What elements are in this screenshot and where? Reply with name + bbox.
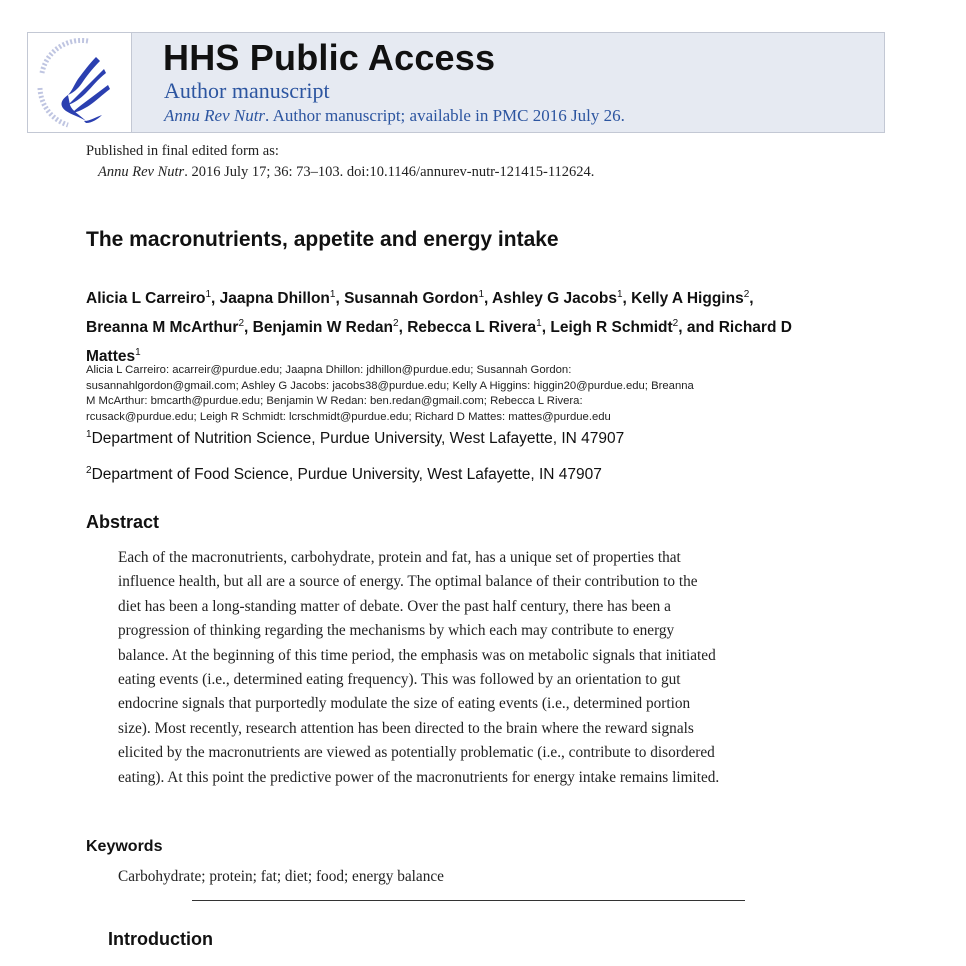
citation <box>86 162 594 183</box>
publication-info <box>86 141 594 183</box>
abstract-line: elicited by the macronutrients are viewed as potentially problematic (i.e., contribute to disordered <box>118 744 715 762</box>
abstract-line: balance. At the beginning of this time period, the emphasis was on metabolic signals that initiated <box>118 646 716 664</box>
author: Ashley G Jacobs <box>492 290 617 308</box>
banner-journal: Annu Rev Nutr <box>164 106 266 125</box>
citation-text: . 2016 July 17; 36: 73–103. doi:10.1146/annurev-nutr-121415-112624. <box>184 164 595 180</box>
author-and: and <box>686 319 719 337</box>
keywords-text: Carbohydrate; protein; fat; diet; food; energy balance <box>118 868 444 885</box>
author-affil-marker: 1 <box>205 289 212 300</box>
author-separator: , <box>678 319 687 337</box>
author-affil-marker: 2 <box>238 318 244 330</box>
author-separator: , <box>335 290 345 308</box>
abstract-heading: Abstract <box>86 512 160 532</box>
affiliation-1 <box>86 429 624 448</box>
author-emails <box>86 363 866 425</box>
author: Kelly A Higgins <box>631 290 744 308</box>
author: Benjamin W Redan <box>252 319 394 337</box>
abstract-line: size). Most recently, research attention has been directed to the brain where the reward signals <box>118 719 694 737</box>
author-affil-marker: 1 <box>616 289 623 300</box>
author: Rebecca L Rivera <box>407 319 537 337</box>
affiliation-text: Department of Food Science, Purdue University, West Lafayette, IN 47907 <box>91 466 602 484</box>
citation-journal: Annu Rev Nutr <box>98 164 185 180</box>
introduction-heading: Introduction <box>108 929 213 949</box>
abstract-line: endocrine signals that purportedly modulate the size of eating events (i.e., determined portion <box>118 695 691 713</box>
author: Richard D Mattes <box>86 319 792 366</box>
author: Alicia L Carreiro <box>86 290 206 308</box>
banner-availability-text: . Author manuscript; available in PMC 2016 July 26. <box>265 106 625 125</box>
affiliation-number: 2 <box>86 465 92 476</box>
abstract-line: progression of thinking regarding the mechanisms by which each may contribute to energy <box>118 622 675 640</box>
email-line: M McArthur: bmcarth@purdue.edu; Benjamin W Redan: ben.redan@gmail.com; Rebecca L Rivera: <box>86 395 583 407</box>
author-affil-marker: 1 <box>135 347 141 359</box>
author-affil-marker: 1 <box>478 289 484 300</box>
author-separator: , <box>622 290 632 308</box>
abstract-line: eating events (i.e., determined eating frequency). This was followed by an orientation to gut <box>118 671 681 689</box>
abstract-line: Each of the macronutrients, carbohydrate, protein and fat, has a unique set of properties that <box>118 549 681 566</box>
abstract-line: diet has been a long-standing matter of debate. Over the past half century, there has been a <box>118 597 671 615</box>
author-separator: , <box>244 319 253 337</box>
section-divider <box>192 900 745 901</box>
hhs-banner <box>27 32 885 133</box>
author-affil-marker: 2 <box>393 318 399 330</box>
affiliation-number: 1 <box>86 429 92 440</box>
author: Jaapna Dhillon <box>219 290 330 308</box>
hhs-eagle-seal-icon <box>28 33 131 132</box>
author: Susannah Gordon <box>344 290 479 308</box>
author-separator: , <box>211 290 220 308</box>
paper-title: The macronutrients, appetite and energy intake <box>86 228 559 251</box>
author-separator: , <box>398 319 408 337</box>
banner-title: HHS Public Access <box>163 37 496 78</box>
author-separator: , <box>749 290 754 308</box>
author-affil-marker: 2 <box>743 289 750 300</box>
author-list <box>86 282 806 369</box>
author-affil-marker: 1 <box>329 289 336 300</box>
affiliation-2 <box>86 465 602 484</box>
keywords-heading: Keywords <box>86 838 163 855</box>
abstract-body <box>118 546 830 790</box>
author: Leigh R Schmidt <box>550 319 673 337</box>
affiliation-text: Department of Nutrition Science, Purdue University, West Lafayette, IN 47907 <box>91 430 625 448</box>
author: Breanna M McArthur <box>86 319 239 337</box>
author-separator: , <box>541 319 551 337</box>
banner-availability <box>164 106 625 126</box>
email-line: susannahlgordon@gmail.com; Ashley G Jacobs: jacobs38@purdue.edu; Kelly A Higgins: higgin20@purdue.edu; Breanna <box>86 379 694 392</box>
email-line: Alicia L Carreiro: acarreir@purdue.edu; Jaapna Dhillon: jdhillon@purdue.edu; Susannah Gordon: <box>86 364 572 376</box>
abstract-line: eating). At this point the predictive power of the macronutrients for energy intake remains limited. <box>118 768 720 786</box>
author-separator: , <box>484 290 493 308</box>
abstract-line: influence health, but all are a source of energy. The optimal balance of their contribution to the <box>118 573 698 591</box>
published-label: Published in final edited form as: <box>86 143 279 159</box>
hhs-logo <box>28 33 132 132</box>
author-affil-marker: 2 <box>672 318 679 330</box>
banner-subtitle: Author manuscript <box>164 78 330 103</box>
email-line: rcusack@purdue.edu; Leigh R Schmidt: lcrschmidt@purdue.edu; Richard D Mattes: mattes@purdue.edu <box>86 410 611 423</box>
author-affil-marker: 1 <box>536 318 542 330</box>
